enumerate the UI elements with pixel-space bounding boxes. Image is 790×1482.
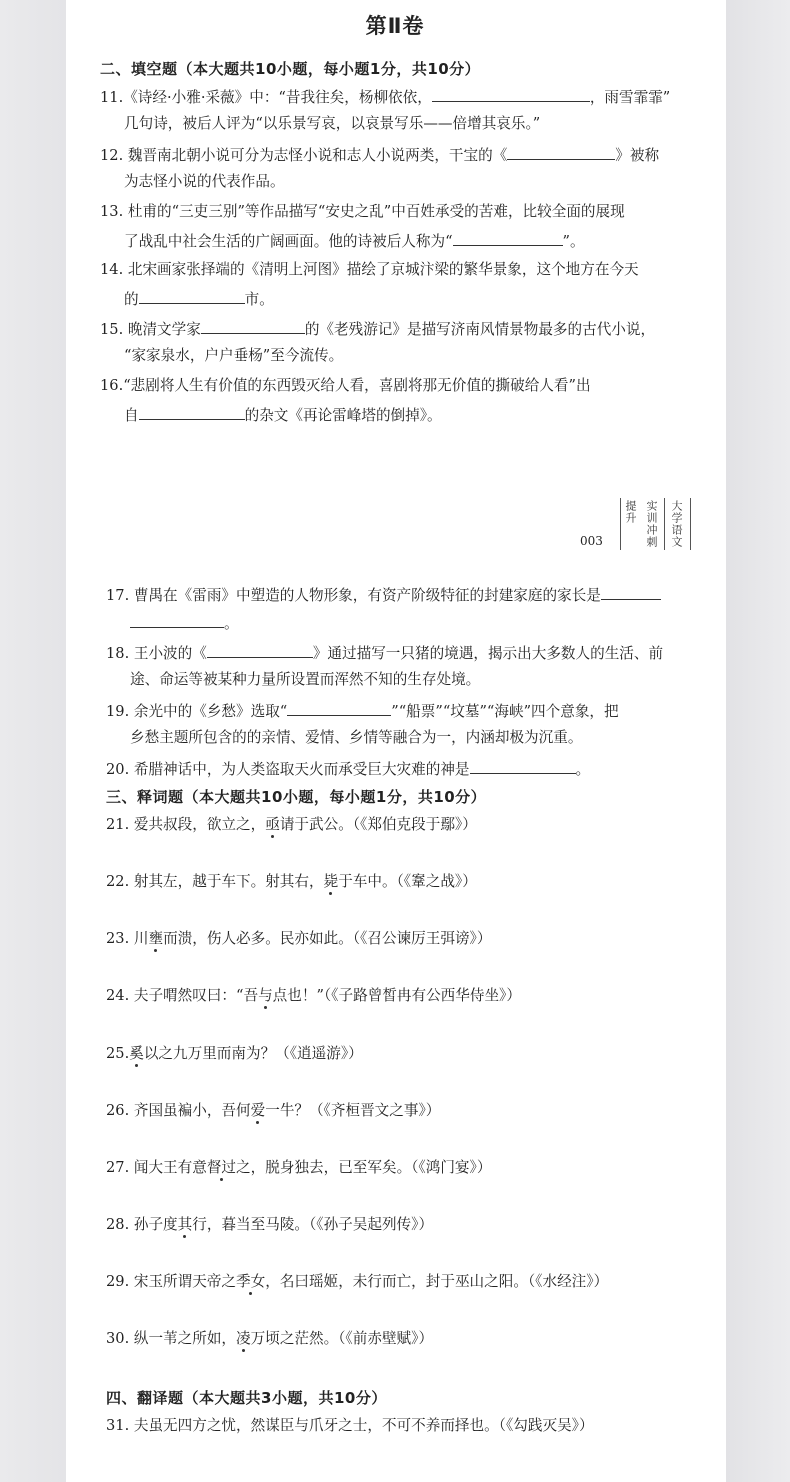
answer-blank[interactable] xyxy=(287,700,391,716)
question-21: 21. 爱共叔段，欲立之，亟请于武公。（《郑伯克段于鄢》） xyxy=(106,816,477,833)
section-fill-in-heading: 二、填空题（本大题共10小题，每小题1分，共10分） xyxy=(100,60,481,78)
divider xyxy=(690,498,691,550)
question-30: 30. 纵一苇之所如，凌万顷之茫然。（《前赤壁赋》） xyxy=(106,1330,434,1347)
question-22: 22. 射其左，越于车下。射其右，毙于车中。（《鞌之战》） xyxy=(106,873,477,890)
emphasis-word: 与 xyxy=(258,987,273,1004)
emphasis-word: 凌 xyxy=(236,1330,251,1347)
question-16-line2: 自 的杂文《再论雷峰塔的倒掉》。 xyxy=(124,404,442,426)
emphasis-word: 其 xyxy=(177,1216,193,1233)
question-18-line2: 途、命运等被某种力量所设置而浑然不知的生存处境。 xyxy=(130,671,481,688)
question-16-line1: 16.“悲剧将人生有价值的东西毁灭给人看，喜剧将那无价值的撕破给人看”出 xyxy=(100,377,591,394)
question-18-line1: 18. 王小波的《 》通过描写一只猪的境遇，揭示出大多数人的生活、前 xyxy=(106,642,663,664)
divider xyxy=(664,498,665,550)
section-word-explanation-heading: 三、释词题（本大题共10小题，每小题1分，共10分） xyxy=(106,788,487,806)
divider xyxy=(620,498,621,550)
answer-blank[interactable] xyxy=(130,612,224,628)
question-14-line1: 14. 北宋画家张择端的《清明上河图》描绘了京城汴梁的繁华景象，这个地方在今天 xyxy=(100,261,639,278)
answer-blank[interactable] xyxy=(507,144,615,160)
question-13-line2: 了战乱中社会生活的广阔画面。他的诗被后人称为“ ”。 xyxy=(124,230,585,252)
emphasis-word: 亟 xyxy=(265,816,280,833)
question-26: 26. 齐国虽褊小，吾何爱一牛？（《齐桓晋文之事》） xyxy=(106,1102,441,1119)
question-15-line1: 15. 晚清文学家 的《老残游记》是描写济南风情景物最多的古代小说， xyxy=(100,318,655,340)
question-19-line1: 19. 余光中的《乡愁》选取“ ”“船票”“坟墓”“海峡”四个意象，把 xyxy=(106,700,619,722)
question-20: 20. 希腊神话中，为人类盗取天火而承受巨大灾难的神是 。 xyxy=(106,758,590,780)
question-28: 28. 孙子度其行，暮当至马陵。（《孙子吴起列传》） xyxy=(106,1216,434,1233)
emphasis-word: 毙 xyxy=(323,873,339,890)
side-label-col3: 提升 xyxy=(624,500,637,524)
question-12-line2: 为志怪小说的代表作品。 xyxy=(124,173,285,190)
emphasis-word: 奚 xyxy=(129,1045,144,1062)
side-label-col1: 大学语文 xyxy=(670,500,683,548)
side-label-col2: 实训冲刺 xyxy=(645,500,658,548)
left-margin xyxy=(0,0,66,1482)
question-17-line2: 。 xyxy=(130,612,239,634)
right-margin xyxy=(726,0,790,1482)
answer-blank[interactable] xyxy=(201,318,305,334)
answer-blank[interactable] xyxy=(453,230,563,246)
answer-blank[interactable] xyxy=(470,758,576,774)
question-15-line2: “家家泉水，户户垂杨”至今流传。 xyxy=(124,347,344,364)
answer-blank[interactable] xyxy=(139,288,245,304)
section-translation-heading: 四、翻译题（本大题共3小题，共10分） xyxy=(106,1389,387,1407)
emphasis-word: 爱 xyxy=(250,1102,266,1119)
question-31: 31. 夫虽无四方之忧，然谋臣与爪牙之士，不可不养而择也。（《勾践灭吴》） xyxy=(106,1417,594,1434)
answer-blank[interactable] xyxy=(601,584,661,600)
question-25: 25.奚以之九万里而南为？（《逍遥游》） xyxy=(106,1045,363,1062)
emphasis-word: 督过 xyxy=(206,1159,237,1176)
page-number: 003 xyxy=(580,534,603,548)
question-11-line2: 几句诗，被后人评为“以乐景写哀，以哀景写乐——倍增其哀乐。” xyxy=(124,115,541,132)
emphasis-word: 季女 xyxy=(236,1273,266,1290)
question-23: 23. 川壅而溃，伤人必多。民亦如此。（《召公谏厉王弭谤》） xyxy=(106,930,492,947)
question-13-line1: 13. 杜甫的“三吏三别”等作品描写“安史之乱”中百姓承受的苦难，比较全面的展现 xyxy=(100,203,625,220)
page-title: 第Ⅱ卷 xyxy=(365,14,425,38)
question-11-line1: 11.《诗经·小雅·采薇》中：“昔我往矣，杨柳依依， ，雨雪霏霏” xyxy=(100,86,670,108)
question-24: 24. 夫子喟然叹曰：“吾与点也！”（《子路曾皙冉有公西华侍坐》） xyxy=(106,987,521,1004)
emphasis-word: 壅 xyxy=(148,930,164,947)
question-19-line2: 乡愁主题所包含的的亲情、爱情、乡情等融合为一，内涵却极为沉重。 xyxy=(130,729,583,746)
answer-blank[interactable] xyxy=(139,404,245,420)
answer-blank[interactable] xyxy=(207,642,313,658)
question-29: 29. 宋玉所谓天帝之季女，名曰瑶姬，未行而亡，封于巫山之阳。（《水经注》） xyxy=(106,1273,609,1290)
question-27: 27. 闻大王有意督过之，脱身独去，已至军矣。（《鸿门宴》） xyxy=(106,1159,492,1176)
answer-blank[interactable] xyxy=(432,86,590,102)
question-14-line2: 的 市。 xyxy=(124,288,274,310)
question-12-line1: 12. 魏晋南北朝小说可分为志怪小说和志人小说两类，干宝的《 》被称 xyxy=(100,144,659,166)
question-17-line1: 17. 曹禺在《雷雨》中塑造的人物形象，有资产阶级特征的封建家庭的家长是 xyxy=(106,584,661,606)
